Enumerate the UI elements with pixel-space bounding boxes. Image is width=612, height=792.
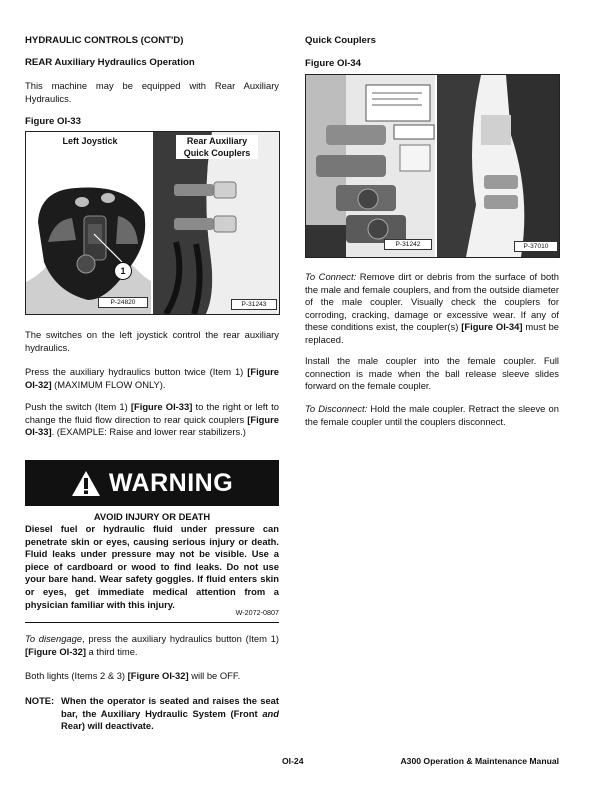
note-label: NOTE: xyxy=(25,695,55,706)
para3-text-a: Push the switch (Item 1) xyxy=(25,401,131,412)
manual-title: A300 Operation & Maintenance Manual xyxy=(400,756,559,766)
note-and-italic: and xyxy=(262,707,279,719)
caption-left-joystick: Left Joystick xyxy=(52,135,128,147)
ref-figure-oi-32-c: [Figure OI-32] xyxy=(127,670,189,681)
warning-code: W-2072-0807 xyxy=(235,608,279,617)
figure-label-oi33: Figure OI-33 xyxy=(25,116,81,127)
disconnect-text-a: Hold the male coupler. Retract the sleeve on the female coupler until the couplers disconnect. xyxy=(305,403,559,427)
intro-paragraph: This machine may be equipped with Rear Auxiliary Hydraulics. xyxy=(25,80,279,104)
to-disconnect-italic: To Disconnect: xyxy=(305,403,368,414)
ref-figure-oi-34: [Figure OI-34] xyxy=(461,321,523,333)
photo-id-p31243: P-31243 xyxy=(231,299,277,310)
paragraph-install: Install the male coupler into the female coupler. Full connection is made when the ball release sleeve slides forward on the female coupler. xyxy=(305,355,559,392)
joystick-and-coupler-photo xyxy=(26,132,279,314)
para4-text-b: a third time. xyxy=(85,645,138,657)
paragraph-lights-off xyxy=(25,670,279,683)
ref-figure-oi-33-a: [Figure OI-33] xyxy=(130,401,193,412)
para3-text-c: . (EXAMPLE: Raise and lower rear stabilizers.) xyxy=(51,426,246,438)
subsection-title: REAR Auxiliary Hydraulics Operation xyxy=(25,57,195,68)
para4-text-a: , press the auxiliary hydraulics button (Item 1) xyxy=(82,633,279,644)
quick-couplers-title: Quick Couplers xyxy=(305,35,376,46)
section-title: HYDRAULIC CONTROLS (CONT'D) xyxy=(25,35,184,46)
figure-label-oi34: Figure OI-34 xyxy=(305,58,361,69)
warning-divider xyxy=(25,622,279,623)
warning-banner xyxy=(25,460,279,506)
para5-text-b: will be OFF. xyxy=(188,670,241,681)
photo-id-p24820: P-24820 xyxy=(98,297,148,308)
photo-id-p31242: P-31242 xyxy=(384,239,432,250)
photo-id-p37010: P-37010 xyxy=(514,241,558,252)
paragraph-switches: The switches on the left joystick control the rear auxiliary hydraulics. xyxy=(25,329,279,353)
para2-text-a: Press the auxiliary hydraulics button twice (Item 1) xyxy=(25,366,248,377)
quick-couplers-photo xyxy=(306,75,559,257)
paragraph-disengage xyxy=(25,633,279,658)
warning-triangle-icon xyxy=(71,470,101,497)
note-text-b: Rear) will deactivate. xyxy=(61,720,154,732)
page-number: OI-24 xyxy=(282,756,304,766)
connect-text-a: Remove dirt or debris from the surface of both the male and female couplers, and from the outside diameter of the male coupler. Visually check the couplers for corroding, cracking, damage or excessive wear. If any of these conditions exist, the coupler(s) xyxy=(305,271,559,333)
paragraph-to-connect xyxy=(305,271,559,347)
figure-oi-33 xyxy=(25,131,280,315)
ref-figure-oi-32-b: [Figure OI-32] xyxy=(25,645,86,657)
connect-text-b: must be replaced. xyxy=(305,321,560,345)
caption-rear-quick-couplers: Rear Auxiliary Quick Couplers xyxy=(176,135,258,159)
paragraph-press-button xyxy=(25,366,279,391)
para3-text-b: to the right or left to change the fluid flow direction to rear quick couplers xyxy=(25,401,279,425)
para5-text-a: Both lights (Items 2 & 3) xyxy=(25,670,128,681)
paragraph-to-disconnect xyxy=(305,403,559,428)
para2-text-b: (MAXIMUM FLOW ONLY). xyxy=(51,378,166,390)
note-text-a: When the operator is seated and raises the seat bar, the Auxiliary Hydraulic System (Front xyxy=(61,695,279,719)
ref-figure-oi-33-b: [Figure OI-33] xyxy=(25,413,279,438)
warning-heading: AVOID INJURY OR DEATH xyxy=(93,511,211,522)
note-body xyxy=(61,695,279,733)
to-connect-italic: To Connect: xyxy=(305,271,357,282)
ref-figure-oi-32: [Figure OI-32] xyxy=(25,366,279,390)
paragraph-push-switch xyxy=(25,401,279,439)
warning-body: Diesel fuel or hydraulic fluid under pressure can penetrate skin or eyes, causing serious injury or death. Fluid leaks under pressure may not be visible. Use a piece of cardboard or wood to find leaks. Do not use your bare hand. Wear safety goggles. If fluid enters skin or eyes, get immediate medical attention from a physician familiar with this injury. xyxy=(25,523,279,610)
callout-1: 1 xyxy=(114,262,132,280)
disengage-italic: To disengage xyxy=(25,633,83,644)
figure-oi-34 xyxy=(305,74,560,258)
warning-banner-text: WARNING xyxy=(108,468,234,497)
